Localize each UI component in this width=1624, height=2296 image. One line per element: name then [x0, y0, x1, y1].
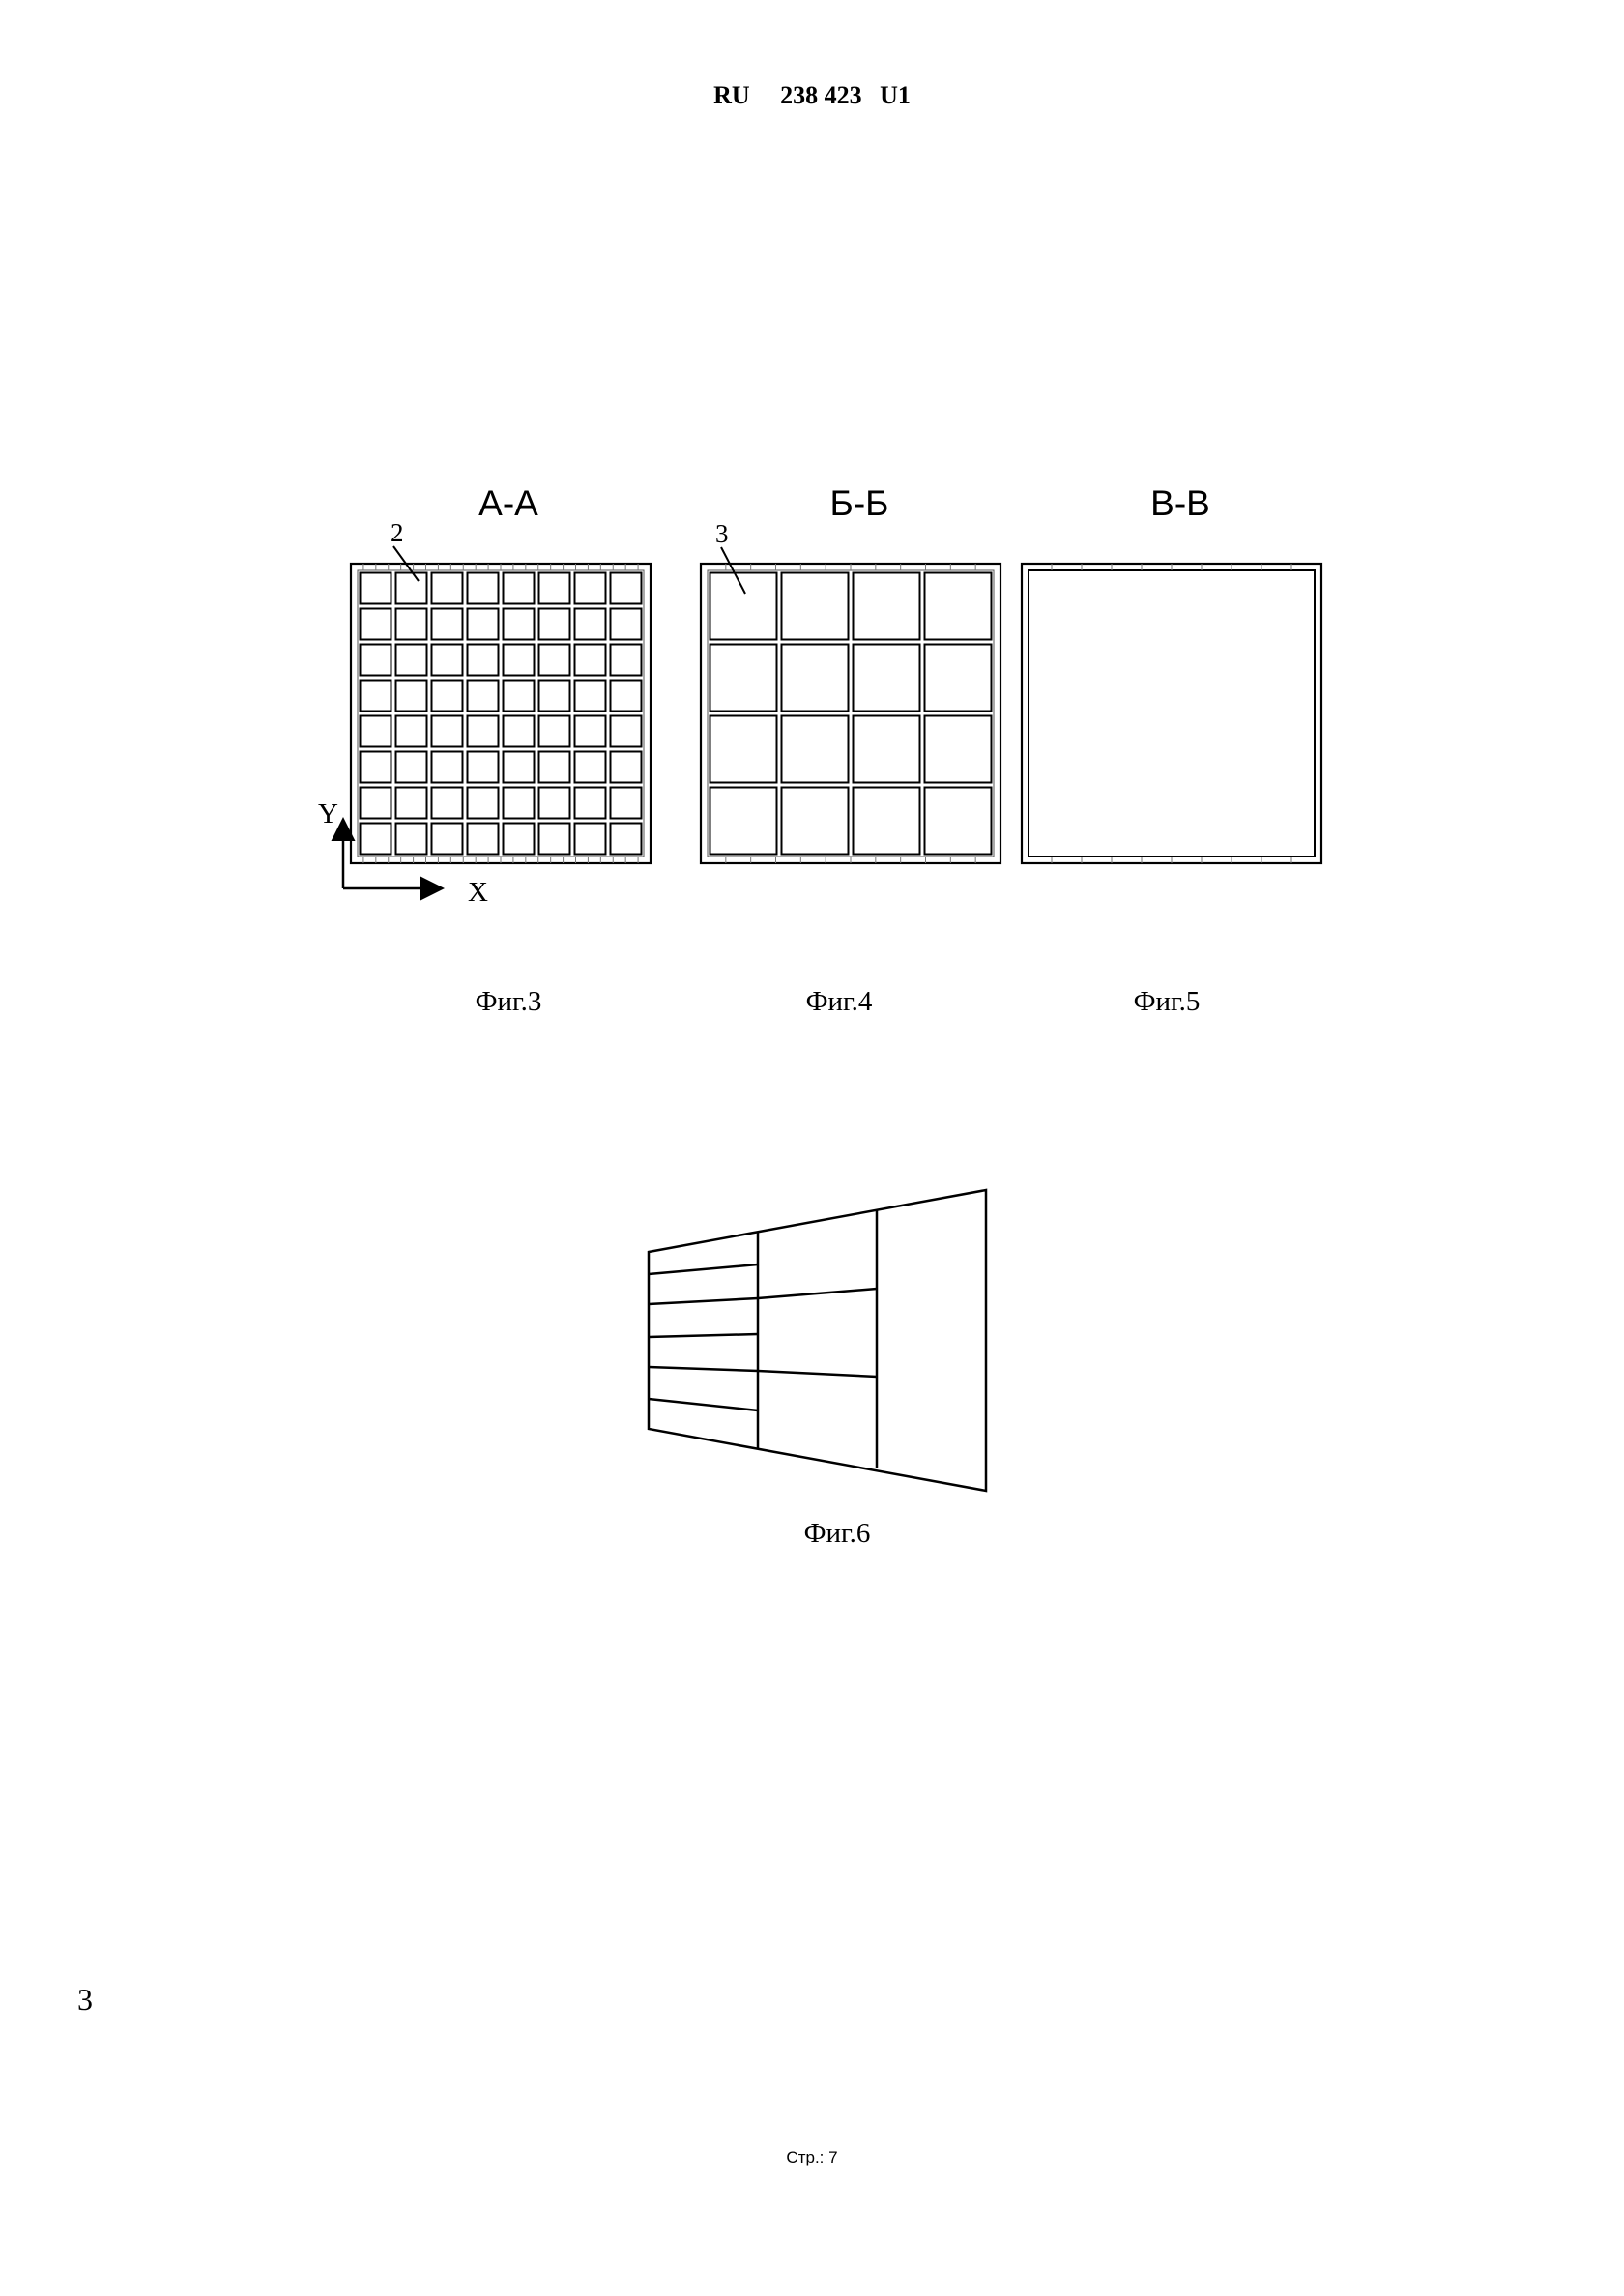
caption-fig5: Фиг.5	[1133, 986, 1201, 1017]
grid-cell	[782, 645, 849, 712]
fig6-layer-line	[649, 1264, 758, 1274]
grid-cell	[504, 752, 535, 783]
grid-cell	[504, 645, 535, 676]
grid-cell	[361, 824, 392, 855]
section-title-a: А-А	[478, 483, 538, 523]
header-kind: U1	[880, 81, 911, 109]
margin-number: 3	[77, 1982, 93, 2017]
grid-cell	[504, 824, 535, 855]
caption-fig6: Фиг.6	[803, 1518, 871, 1549]
section-title-v: В-В	[1150, 483, 1210, 523]
section-title-b: Б-Б	[829, 483, 889, 523]
grid-cell	[539, 681, 570, 712]
grid-outer-frame	[1022, 564, 1321, 863]
grid-cell	[432, 788, 463, 819]
grid-cell	[361, 716, 392, 747]
grid-cell	[432, 645, 463, 676]
grid-cell	[468, 752, 499, 783]
grid-cell	[432, 824, 463, 855]
grid-cell	[539, 824, 570, 855]
grid-cell	[361, 788, 392, 819]
grid-cell	[925, 645, 992, 712]
fig6-layer-line	[649, 1334, 758, 1337]
page-footer: Стр.: 7	[786, 2148, 838, 2166]
grid-cell	[611, 609, 642, 640]
callout-3: 3	[715, 519, 729, 548]
grid-inner-frame	[1029, 570, 1315, 857]
grid-cell	[396, 609, 427, 640]
grid-cell	[396, 752, 427, 783]
section-b-b-grid	[701, 564, 1000, 863]
axis-y-label: Y	[318, 799, 338, 829]
grid-cell	[611, 645, 642, 676]
grid-cell	[611, 681, 642, 712]
grid-cell	[504, 681, 535, 712]
grid-cell	[611, 788, 642, 819]
grid-cell	[396, 716, 427, 747]
grid-cell	[925, 573, 992, 640]
grid-cell	[396, 824, 427, 855]
grid-cell	[504, 609, 535, 640]
grid-cell	[611, 824, 642, 855]
grid-cell	[611, 573, 642, 604]
grid-cell	[539, 788, 570, 819]
grid-cell	[432, 573, 463, 604]
grid-cell	[432, 716, 463, 747]
grid-cell	[710, 645, 777, 712]
grid-cell	[504, 716, 535, 747]
grid-cell	[782, 716, 849, 783]
grid-cell	[539, 573, 570, 604]
grid-cell	[468, 573, 499, 604]
grid-cell	[854, 788, 920, 855]
grid-cell	[504, 788, 535, 819]
grid-cell	[432, 681, 463, 712]
grid-cell	[396, 573, 427, 604]
fig6-trapezoid	[649, 1190, 986, 1491]
grid-cell	[710, 788, 777, 855]
grid-cell	[539, 645, 570, 676]
header-country: RU	[713, 81, 750, 109]
fig6-layer-line	[649, 1298, 758, 1304]
grid-cell	[468, 681, 499, 712]
grid-cell	[611, 752, 642, 783]
grid-cell	[361, 573, 392, 604]
grid-inner-frame	[708, 570, 994, 857]
grid-cell	[396, 681, 427, 712]
grid-cell	[432, 609, 463, 640]
grid-cell	[575, 681, 606, 712]
grid-cell	[611, 716, 642, 747]
grid-cell	[575, 573, 606, 604]
fig6-layer-line	[758, 1371, 877, 1377]
grid-cell	[710, 716, 777, 783]
axis-x-label: X	[468, 877, 488, 908]
grid-cell	[361, 609, 392, 640]
grid-cell	[432, 752, 463, 783]
grid-cell	[925, 716, 992, 783]
grid-cell	[468, 645, 499, 676]
grid-outer-frame	[701, 564, 1000, 863]
fig6-layer-line	[649, 1367, 758, 1371]
grid-cell	[782, 788, 849, 855]
grid-cell	[854, 716, 920, 783]
callout-2: 2	[391, 518, 404, 547]
grid-cell	[539, 609, 570, 640]
grid-cell	[468, 824, 499, 855]
grid-cell	[782, 573, 849, 640]
grid-cell	[396, 645, 427, 676]
grid-cell	[361, 681, 392, 712]
grid-cell	[710, 573, 777, 640]
grid-cell	[854, 573, 920, 640]
section-a-a-grid	[351, 564, 651, 863]
grid-cell	[361, 752, 392, 783]
grid-cell	[575, 824, 606, 855]
grid-cell	[925, 788, 992, 855]
grid-cell	[575, 788, 606, 819]
grid-cell	[575, 645, 606, 676]
grid-cell	[575, 716, 606, 747]
grid-cell	[468, 788, 499, 819]
grid-cell	[1029, 570, 1315, 857]
grid-cell	[361, 645, 392, 676]
grid-cell	[468, 716, 499, 747]
grid-cell	[575, 609, 606, 640]
fig6-layer-line	[758, 1289, 877, 1298]
caption-fig3: Фиг.3	[475, 986, 542, 1017]
grid-cell	[854, 645, 920, 712]
section-v-v-grid	[1022, 564, 1321, 863]
grid-cell	[539, 716, 570, 747]
caption-fig4: Фиг.4	[805, 986, 873, 1017]
grid-cell	[504, 573, 535, 604]
header-number: 238 423	[780, 81, 862, 109]
fig6-layer-line	[649, 1399, 758, 1410]
grid-cell	[468, 609, 499, 640]
grid-cell	[575, 752, 606, 783]
fig6-outline	[649, 1190, 986, 1491]
grid-inner-frame	[358, 570, 644, 857]
grid-cell	[396, 788, 427, 819]
grid-cell	[539, 752, 570, 783]
